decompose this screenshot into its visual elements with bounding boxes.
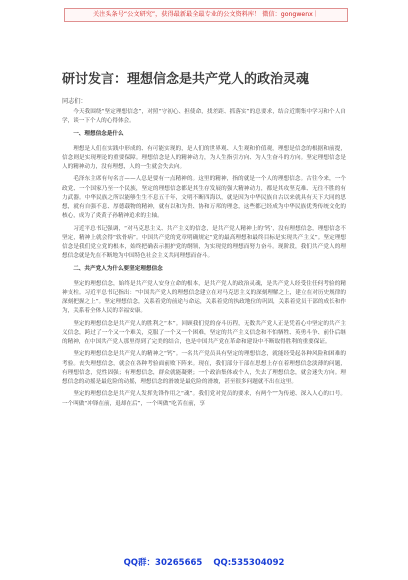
section-heading-2: 二、共产党人为什么要坚定理想信念 <box>73 266 163 273</box>
page-title: 研讨发言：理想信念是共产党人的政治灵魂 <box>62 72 310 87</box>
paragraph: 坚定的理想信念，始终是共产党人安身立命的根本，是共产党人的政治灵魂，是共产党人经受住任何考验的精神支柱。习近平总书记指出：“中国共产党人的理想信念建立在对马克思主义的深刻理解之上，建立在对历史规律的深刻把握之上”。坚定理想信念，关系着党的前途与命运，关系着党的执政地位的巩固，关系着党员干部的成长和作为，关系着全体人民的幸福安康。 <box>62 280 346 315</box>
paragraph: 坚定的理想信念是共产党人发挥先锋作用之“魂”。我们党对党员的要求，有两个“”为传递、深入人心的口号。一个叫做“冲锋在前，退却在后”，一个叫做“吃苦在前，享 <box>62 391 346 407</box>
qq-text: QQ:535304092 <box>213 558 285 568</box>
paragraph: 理想是人们在实践中形成的、有可能实现的，是人们的世界观、人生观和价值观，理想是信念的根据和前提，信念则是实现理论的重要保障。理想信念是人的精神动力，为人生指引方向、为人生奋斗的方向。坚定理想信念是人的精神动力，没有理想，人的一生就会失去向。 <box>62 145 346 171</box>
paragraph: 习近平总书记强调，“对马克思主义、共产主义的信念，是共产党人精神上的‘钙’，没有理想信念，理想信念不坚定，精神上就会得“软骨病”。中国共产党的党章明确规定“党的最高理想和最终目标是实现共产主义”。坚定理想信念是我们党立党的根本，始终把确表示拥护党的纲领，为实现党的理想而努力奋斗。现阶段，我们共产党人的理想信念就是先在不断地为中国特色社会主义共同理想而奋斗。 <box>62 225 346 260</box>
paragraph: 坚定的理想信念是共产党人的精神之“钙”。一名共产党员具有坚定的理想信念，就能经受起各种风险和困难的考验。丧失理想信念，就会在各种考验面前败下阵来。现在，我们部分干部在思想上存在着理想信念淡薄的问题，有理想信念，党性固强；有理想信念，群众就能凝聚；一个政治集体或个人，失去了理想信念，就会迷失方向。理想信念的动摇是最危险的动摇，理想信念的滑坡是最危险的滑坡，甚至很多问题就不出在这里。 <box>62 351 346 386</box>
section-heading-1: 一、理想信念是什么 <box>73 131 124 138</box>
qq-group-text: QQ群：30265665 <box>123 558 203 568</box>
document-body <box>62 108 346 544</box>
salutation: 同志们： <box>62 98 87 105</box>
contact-footer <box>0 556 408 568</box>
paragraph: 毛泽东主席有句名言——人总是要有一点精神的。这里的精神，指的就是一个人的理想信念。古往今来，一个政党、一个国家乃至一个民族，坚定的理想信念都是其生存发展的强大精神动力，都是其攻坚克难、无往不胜的有力武器。中华民族之所以能够生生不息五千年，文明不断四海以，就是因为中华民族自古以来就具有天下大同的思想，就有自强不息、厚德载物的精神，就有以和为贵、协和万邦的理念，这些都已经成为中华民族优秀传统文化的核心，成为了炎黄子孙精神追求的主轴。 <box>62 176 346 220</box>
paragraph: 坚定的理想信念是共产党人的胜利之“本”。回顾我们党的奋斗历程，无数共产党人正是凭着心中坚定的共产主义信念，跨过了一个又一个难关，克服了一个又一个困难，坚定的共产主义信念和不怕牺牲、英勇斗争、前仆后继的精神，在中国共产党人那里得到了完美的结合，也是中国共产党在革命和建设中不断取得胜利的重要保证。 <box>62 320 346 346</box>
promo-banner: 关注头条号“公文研究”，获得最新最全最专业的公文资料库！ 微信：gongwenx｜ <box>64 8 348 22</box>
paragraph-intro: 今天我围绕“坚定理想信念”，对照“守初心、担使命，找差距、抓落实”的总要求，结合近期集中学习和个人自学，谈一下个人的心得体会。 <box>62 109 346 125</box>
